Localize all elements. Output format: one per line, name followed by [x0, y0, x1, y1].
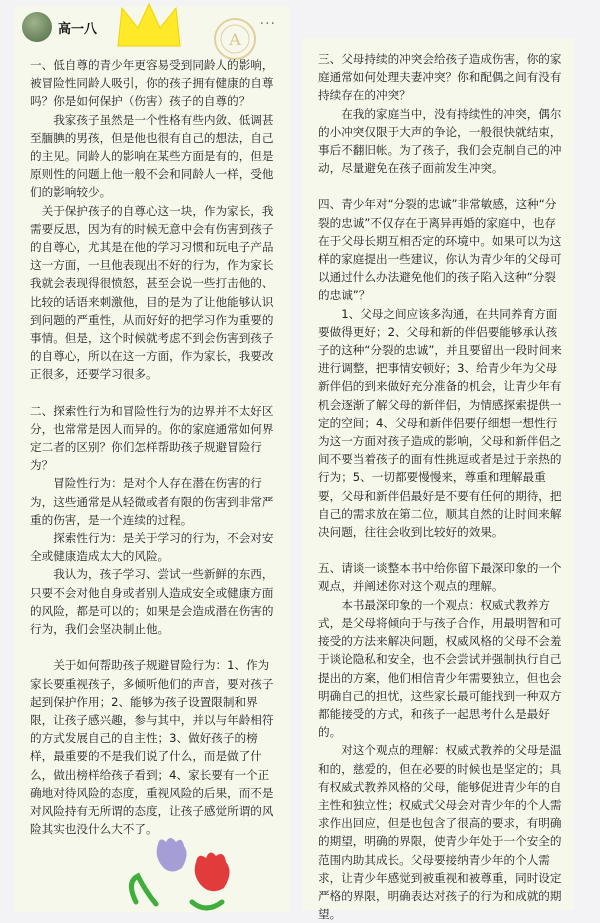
post-header	[14, 6, 290, 50]
paragraph-gap	[318, 541, 562, 559]
paragraph-gap	[318, 177, 562, 195]
left-post-content	[30, 56, 278, 838]
paragraph: 二、探索性行为和冒险性行为的边界并不太好区分，也常常是因人而异的。你的家庭通常如何界定二者的区别？你们怎样帮助孩子规避冒险行为？	[30, 403, 274, 473]
paragraph: 在我的家庭当中，没有持续性的冲突，偶尔的小冲突仅限于大声的争论，一般很快就结束，事后不翻旧帐。为了孩子，我们会克制自己的冲动，尽量避免在孩子面前发生冲突。	[318, 106, 562, 176]
paragraph: 四、青少年对“分裂的忠诚”非常敏感，这种“分裂的忠诚”不仅存在于离异再婚的家庭中，也存在于父母长期互相否定的环境中。如果可以为这样的家庭提出一些建议，你认为青少年的父母可以通过什么办法避免他们的孩子陷入这种“分裂的忠诚”？	[318, 197, 562, 303]
paragraph: 本书最深印象的一个观点：权威式教养方式，是父母将倾向于与孩子合作，用最明智和可接受的方法来解决问题，权威风格的父母不会羞于谈论隐私和安全，也不会尝试并强制执行自己提出的方案，他们相信青少年需要独立，但也会明确自己的担忧，这些家长最可能找到一种双方都能接受的方式，和孩子一起思考什么是最好的。	[318, 597, 562, 740]
grade-letter: A	[229, 30, 241, 49]
paragraph: 我认为，孩子学习、尝试一些新鲜的东西，只要不会对他自身或者别人造成安全或健康方面的风险，都是可以的；如果是会造成潜在伤害的行为，我们会坚决制止他。	[30, 567, 274, 637]
paragraph: 五、请谈一谈整本书中给你留下最深印象的一个观点，并阐述你对这个观点的理解。	[318, 561, 562, 594]
user-name[interactable]: 高一八	[58, 22, 98, 37]
paragraph: 对这个观点的理解：权威式教养的父母是温和的，慈爱的，但在必要的时候也是坚定的；具有权威式教养风格的父母，能够促进青少年的自主性和独立性；权威式父母会对青少年的个人需求作出回应，但是也包含了很高的要求，有明确的期望，明确的界限，使青少年处于一个安全的范围内助其成长。父母要接纳青少年的个人需求，让青少年感觉到被重视和被尊重，同时设定严格的界限，明确表达对孩子的行为和成就的期望。	[318, 743, 562, 922]
paragraph-gap	[30, 384, 278, 402]
paragraph-gap	[30, 638, 278, 656]
paragraph: 我家孩子虽然是一个性格有些内敛、低调甚至腼腆的男孩，但是他也很有自己的想法，自己的主见。同龄人的影响在某些方面是有的，但是原则性的问题上他一般不会和同龄人一样，受他们的影响较少。	[30, 112, 274, 200]
paragraph: 冒险性行为：是对个人存在潜在伤害的行为，这些通常是从轻微或者有限的伤害到非常严重的伤害，是一个连续的过程。	[30, 476, 274, 527]
left-post-panel	[14, 6, 290, 912]
paragraph: 三、父母持续的冲突会给孩子造成伤害，你的家庭通常如何处理夫妻冲突？你和配偶之间有没有持续存在的冲突？	[318, 52, 562, 103]
paragraph: 关于如何帮助孩子规避冒险行为：1、作为家长要重视孩子，多倾听他们的声音，要对孩子起到保护作用；2、能够为孩子设置限制和界限，让孩子感兴趣，参与其中，并以与年龄相符的方式发展自己的自主性；3、做好孩子的榜样，最重要的不是我们说了什么，而是做了什么，做出榜样给孩子看到；4、家长要有一个正确地对待风险的态度，重视风险的后果，而不是对风险持有无所谓的态度，让孩子感觉所谓的风险其实也没什么大不了。	[30, 658, 274, 837]
cartoon-hands-sticker-icon	[126, 832, 246, 912]
paragraph: 1、父母之间应该多沟通，在共同养育方面要做得更好；2、父母和新的伴侣要能够承认孩子的这种“分裂的忠诚”，并且要留出一段时间来进行调整，把事情安顿好；3、给青少年为父母新伴侣的到来做好充分准备的机会，让青少年有机会逐渐了解父母的新伴侣，为情感探索提供一定的空间；4、父母和新伴侣要仔细想一想性行为这一方面对孩子造成的影响，父母和新伴侣之间不要当着孩子的面有性挑逗或者是过于亲热的行为；5、一切都要慢慢来，尊重和理解最重要，父母和新伴侣最好是不要有任何的期待，把自己的需求放在第二位，顺其自然的让时间来解决问题，往往会收到比较好的效果。	[318, 306, 562, 540]
user-avatar[interactable]	[22, 12, 52, 42]
paragraph: 关于保护孩子的自尊心这一块，作为家长，我需要反思，因为有的时候无意中会有伤害到孩子的自尊心，尤其是在他的学习习惯和玩电子产品这一方面，一旦他表现出不好的行为，作为家长我就会表现得很愤怒，甚至会说一些打击他的、比较的话语来刺激他，目的是为了让他能够认识到问题的严重性，从而好好的把学习作为重要的事情。但是，这个时候就考虑不到会伤害到孩子的自尊心，所以在这一方面，作为家长，我要改正很多，还要学习很多。	[30, 203, 274, 382]
right-post-content	[318, 50, 562, 923]
right-post-panel	[302, 38, 574, 922]
crown-sticker-icon	[114, 2, 184, 50]
paragraph: 一、低自尊的青少年更容易受到同龄人的影响，被冒险性同龄人吸引，你的孩子拥有健康的自尊吗？你是如何保护（伤害）孩子的自尊的？	[30, 58, 274, 109]
paragraph: 探索性行为：是关于学习的行为，不会对安全或健康造成太大的风险。	[30, 531, 274, 564]
more-menu-icon[interactable]: ···	[259, 16, 276, 32]
